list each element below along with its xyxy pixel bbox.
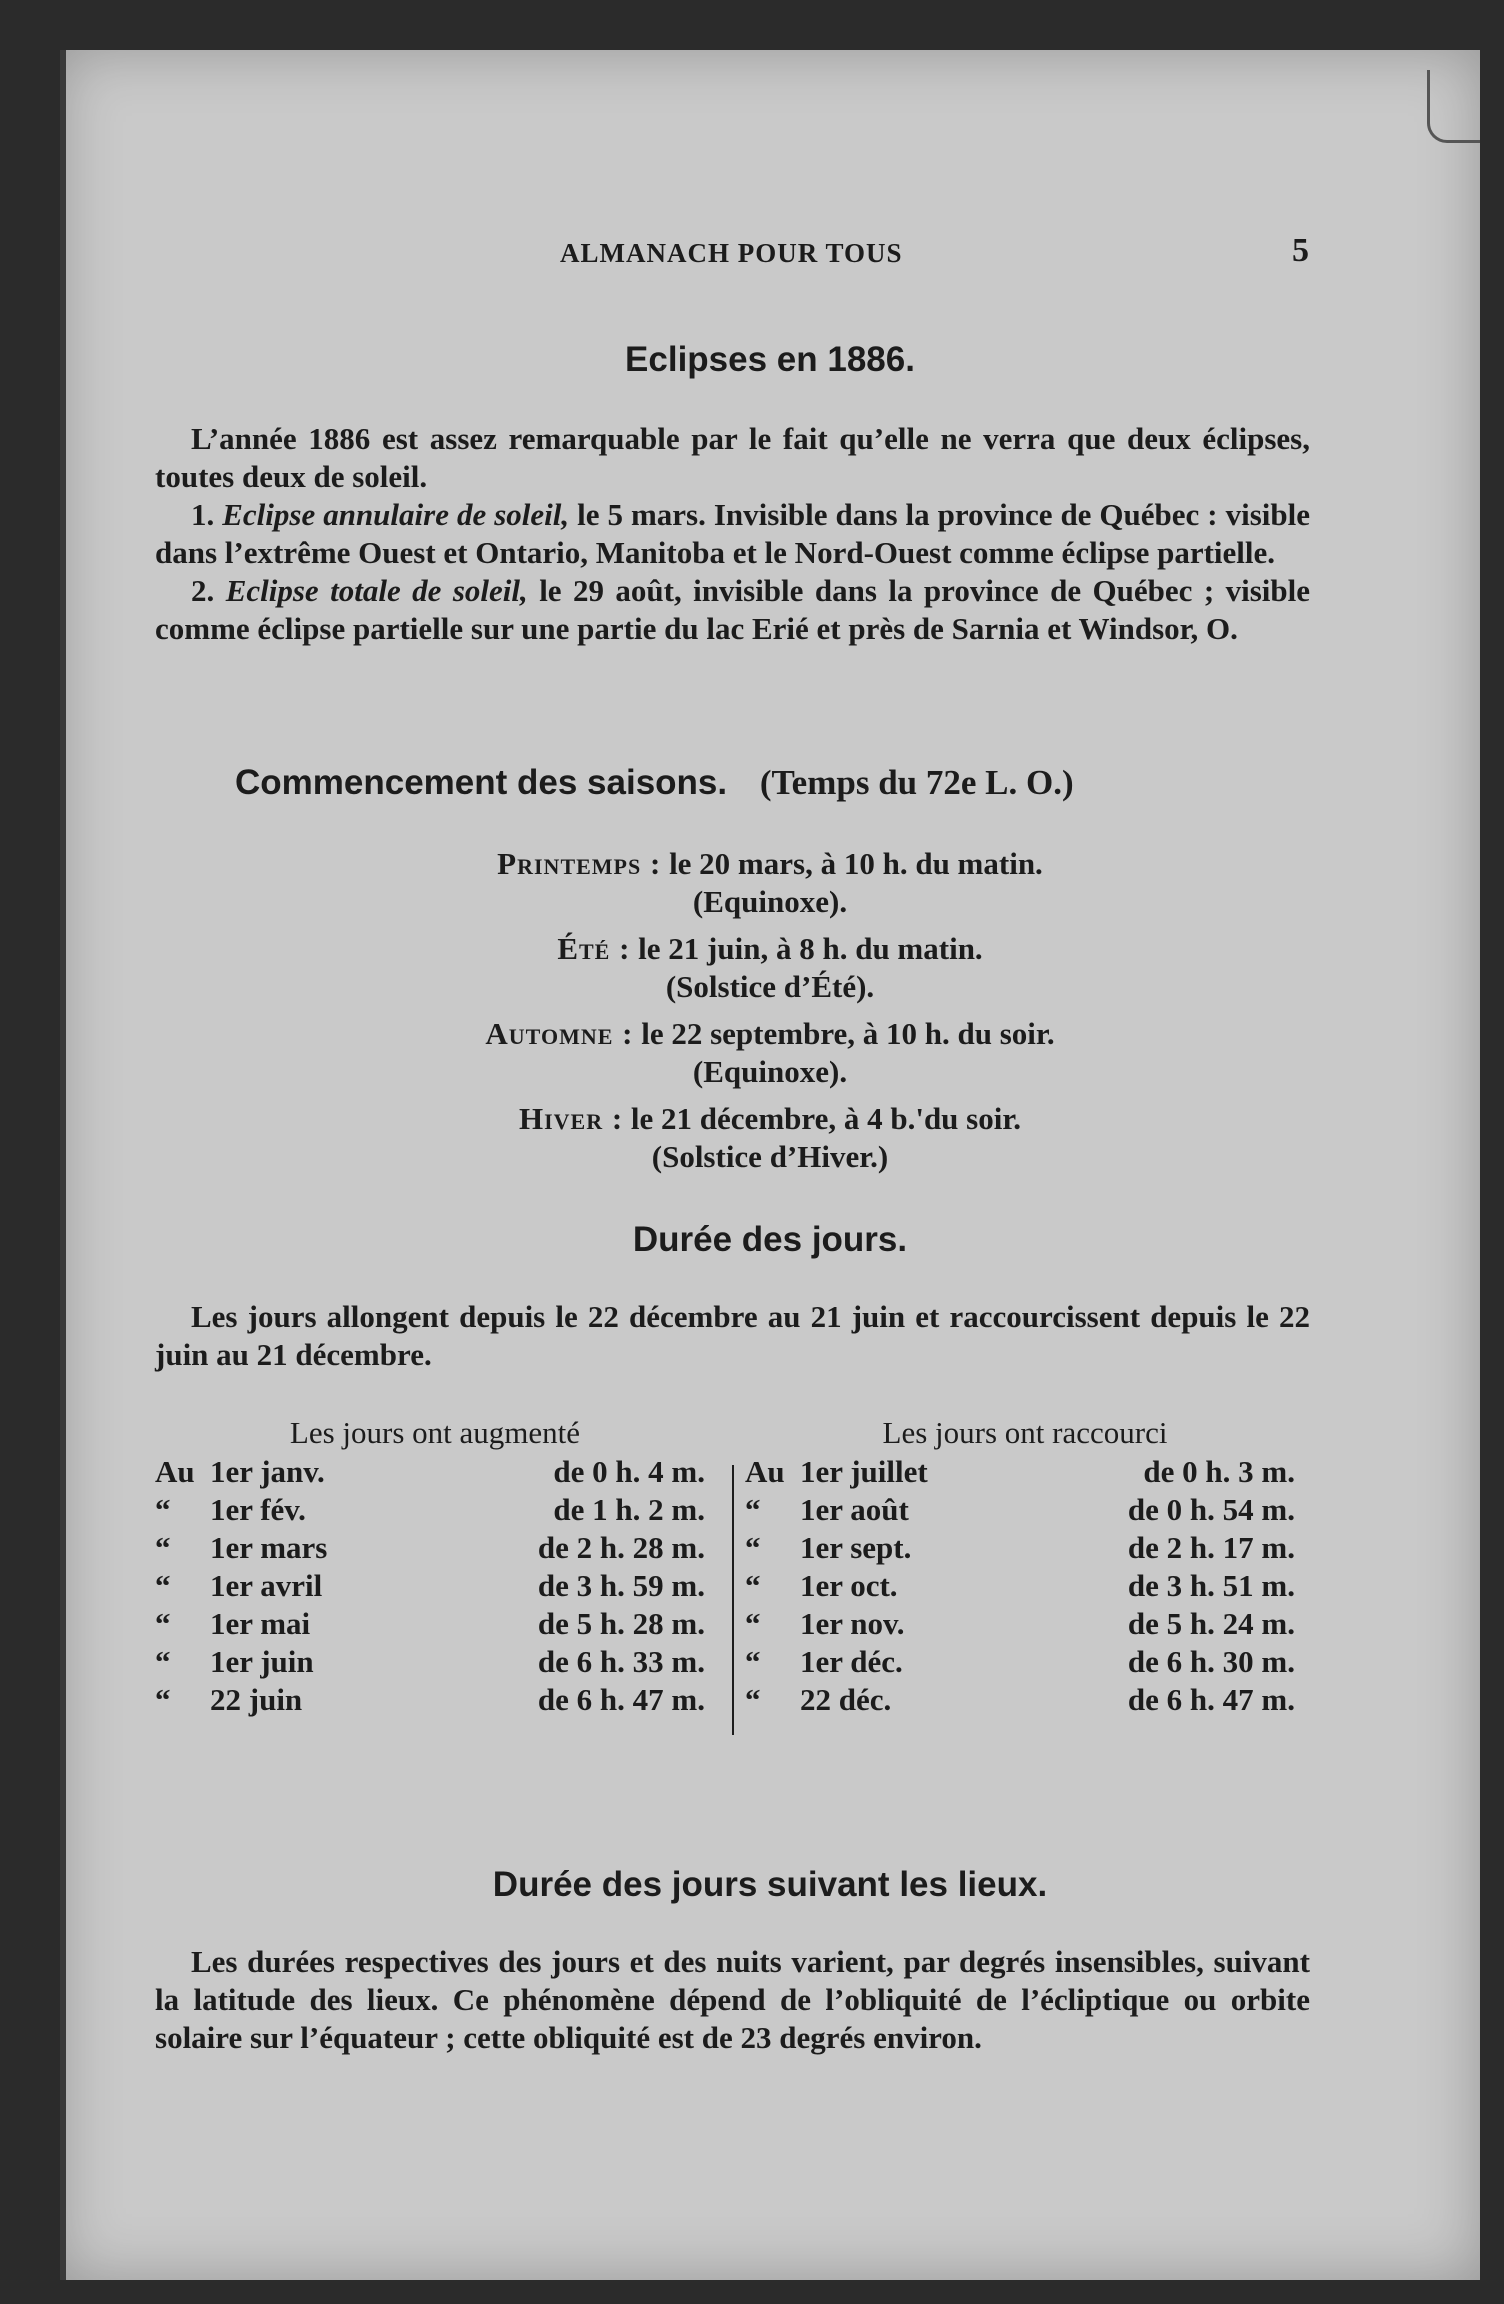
lieux-title: Durée des jours suivant les lieux.: [492, 1865, 1048, 1904]
column-divider: [732, 1465, 734, 1735]
table-row: [155, 1529, 715, 1567]
row-value: de 0 h. 3 m.: [1143, 1454, 1295, 1489]
row-date: 22 déc.: [800, 1682, 892, 1717]
seasons-time-note: (Temps du 72e L. O.): [759, 763, 1074, 802]
eclipse-item-1: [155, 496, 1310, 572]
eclipse-1-title: Eclipse annulaire de soleil,: [222, 497, 570, 532]
row-prefix: Au: [745, 1454, 785, 1489]
row-value: de 0 h. 54 m.: [1127, 1492, 1295, 1527]
season-automne-date: le 22 septembre, à 10 h. du soir.: [641, 1016, 1055, 1051]
season-hiver-name: Hiver :: [518, 1101, 624, 1136]
row-value: de 5 h. 28 m.: [537, 1606, 705, 1641]
eclipses-body: [155, 420, 1310, 648]
table-row: [745, 1491, 1305, 1529]
season-hiver-note: (Solstice d’Hiver.): [651, 1139, 889, 1174]
seasons-heading: [235, 763, 1074, 803]
row-prefix: “: [155, 1644, 171, 1679]
row-date: 1er avril: [210, 1568, 323, 1603]
season-ete-name: Été :: [557, 931, 631, 966]
table-column-raccourci: [745, 1415, 1305, 1719]
duree-text: Les jours allongent depuis le 22 décembre au 21 juin et raccourcissent depuis le 22 juin au 21 décembre.: [155, 1299, 1310, 1372]
row-prefix: “: [745, 1644, 761, 1679]
row-prefix: Au: [155, 1454, 195, 1489]
season-printemps-name: Printemps :: [497, 846, 662, 881]
row-date: 1er janv.: [210, 1454, 325, 1489]
page-corner-curl: [1427, 70, 1480, 143]
eclipse-1-text: le 5 mars. Invisible dans la province de Québec : visible dans l’extrême Ouest et Ontario, Manitoba et le Nord-Ouest comme éclipse partielle.: [155, 497, 1310, 570]
season-printemps-note: (Equinoxe).: [692, 884, 848, 919]
eclipse-2-text: le 29 août, invisible dans la province de Québec ; visible comme éclipse partielle sur une partie du lac Erié et près de Sarnia et Windsor, O.: [155, 573, 1311, 646]
season-ete: [60, 930, 1480, 968]
row-date: 1er juin: [210, 1644, 314, 1679]
eclipse-2-title: Eclipse totale de soleil,: [225, 573, 528, 608]
running-head: ALMANACH POUR TOUS: [560, 238, 903, 268]
duree-body: [155, 1298, 1310, 1374]
row-value: de 6 h. 47 m.: [1127, 1682, 1295, 1717]
row-value: de 0 h. 4 m.: [553, 1454, 705, 1489]
table-row: [155, 1681, 715, 1719]
rows-augmente: [155, 1453, 715, 1719]
season-automne-note: (Equinoxe).: [692, 1054, 848, 1089]
season-hiver: [60, 1100, 1480, 1138]
table-row: [745, 1529, 1305, 1567]
table-row: [745, 1605, 1305, 1643]
table-row: [745, 1643, 1305, 1681]
row-prefix: “: [155, 1530, 171, 1565]
row-date: 1er mars: [210, 1530, 328, 1565]
lieux-text: Les durées respectives des jours et des nuits varient, par degrés insensibles, suivant la latitude des lieux. Ce phénomène dépend de l’obliquité de l’écliptique ou orbite solaire sur l’équateur ; cette obliquité est de 23 degrés environ.: [155, 1944, 1310, 2055]
row-value: de 6 h. 47 m.: [537, 1682, 705, 1717]
lieux-body: [155, 1943, 1310, 2057]
table-row: [155, 1605, 715, 1643]
season-automne-name: Automne :: [485, 1016, 634, 1051]
row-date: 1er mai: [210, 1606, 311, 1641]
eclipse-2-number: 2.: [191, 573, 215, 608]
row-value: de 6 h. 33 m.: [537, 1644, 705, 1679]
page-number: 5: [1292, 232, 1309, 269]
table-column-augmente: [155, 1415, 715, 1719]
row-date: 1er fév.: [210, 1492, 306, 1527]
season-automne: [60, 1015, 1480, 1053]
row-prefix: “: [745, 1606, 761, 1641]
season-printemps: [60, 845, 1480, 883]
row-date: 1er août: [800, 1492, 909, 1527]
row-value: de 3 h. 59 m.: [537, 1568, 705, 1603]
seasons-title: Commencement des saisons.: [235, 763, 728, 802]
row-value: de 1 h. 2 m.: [553, 1492, 705, 1527]
row-date: 22 juin: [210, 1682, 303, 1717]
row-date: 1er sept.: [800, 1530, 912, 1565]
eclipse-1-number: 1.: [191, 497, 215, 532]
rows-raccourci: [745, 1453, 1305, 1719]
season-printemps-date: le 20 mars, à 10 h. du matin.: [669, 846, 1043, 881]
row-prefix: “: [155, 1606, 171, 1641]
row-date: 1er nov.: [800, 1606, 905, 1641]
season-ete-note: (Solstice d’Été).: [665, 969, 875, 1004]
book-page: [60, 50, 1480, 2280]
row-prefix: “: [745, 1682, 761, 1717]
row-prefix: “: [745, 1492, 761, 1527]
table-row: [155, 1491, 715, 1529]
duree-title: Durée des jours.: [632, 1220, 908, 1259]
row-value: de 5 h. 24 m.: [1127, 1606, 1295, 1641]
row-date: 1er déc.: [800, 1644, 903, 1679]
table-row: [745, 1567, 1305, 1605]
row-value: de 2 h. 17 m.: [1127, 1530, 1295, 1565]
row-value: de 6 h. 30 m.: [1127, 1644, 1295, 1679]
row-value: de 3 h. 51 m.: [1127, 1568, 1295, 1603]
eclipses-title: Eclipses en 1886.: [625, 340, 915, 379]
row-date: 1er juillet: [800, 1454, 928, 1489]
table-row: [155, 1567, 715, 1605]
row-prefix: “: [155, 1568, 171, 1603]
eclipses-intro: L’année 1886 est assez remarquable par le fait qu’elle ne verra que deux éclipses, toutes deux de soleil.: [155, 421, 1310, 494]
eclipse-item-2: [155, 572, 1310, 648]
row-value: de 2 h. 28 m.: [537, 1530, 705, 1565]
row-prefix: “: [745, 1568, 761, 1603]
row-prefix: “: [745, 1530, 761, 1565]
season-ete-date: le 21 juin, à 8 h. du matin.: [638, 931, 983, 966]
row-prefix: “: [155, 1492, 171, 1527]
table-row: [155, 1643, 715, 1681]
table-row: [745, 1453, 1305, 1491]
season-hiver-date: le 21 décembre, à 4 b.'du soir.: [630, 1101, 1022, 1136]
column-header-raccourci: Les jours ont raccourci: [882, 1415, 1168, 1450]
column-header-augmente: Les jours ont augmenté: [289, 1415, 581, 1450]
row-date: 1er oct.: [800, 1568, 898, 1603]
row-prefix: “: [155, 1682, 171, 1717]
table-row: [745, 1681, 1305, 1719]
table-row: [155, 1453, 715, 1491]
